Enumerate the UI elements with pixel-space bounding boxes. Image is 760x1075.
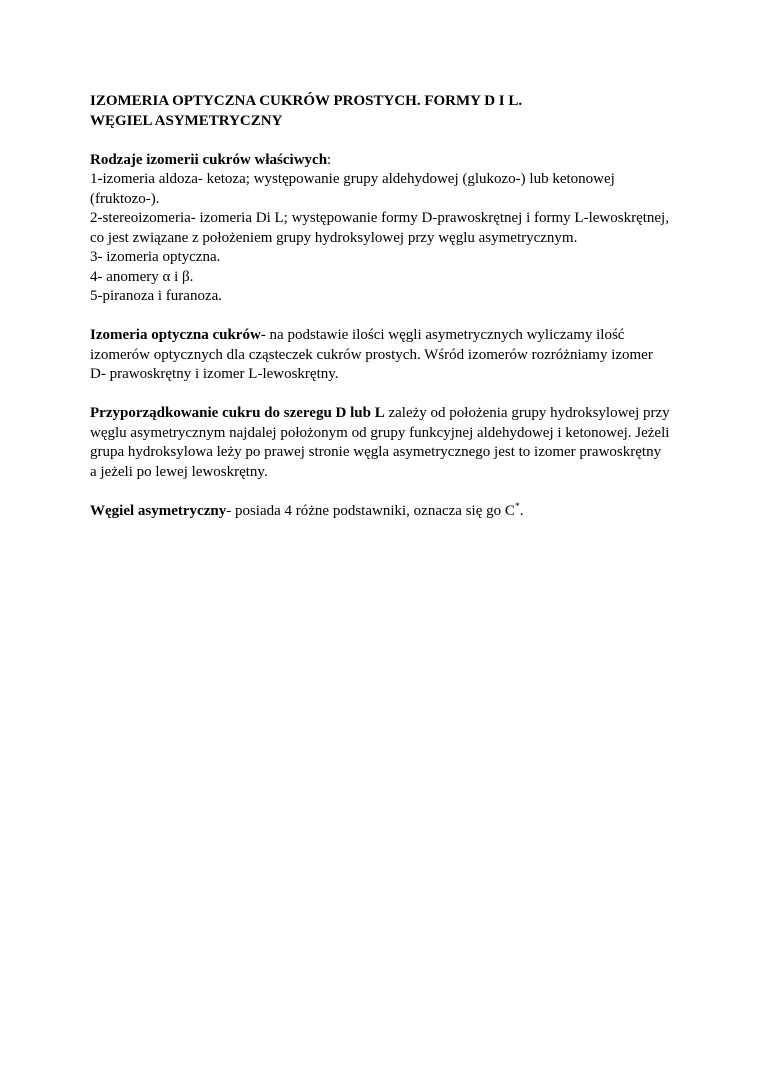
wegiel-asterisk: * [514, 500, 520, 512]
wegiel-text: - posiada 4 różne podstawniki, oznacza się go C [226, 502, 515, 519]
rodzaje-item-5: 5-piranoza i furanoza. [90, 288, 223, 304]
rodzaje-item-3: 3- izomeria optyczna. [90, 249, 221, 265]
wegiel-end: . [519, 502, 524, 519]
rodzaje-item-1: 1-izomeria aldoza- ketoza; występowanie grupy aldehydowej (glukozo-) lub ketonowej (fruktozo-). [90, 171, 615, 207]
wegiel-lead: Węgiel asymetryczny [90, 502, 227, 519]
rodzaje-heading-bold: Rodzaje izomerii cukrów właściwych [90, 151, 328, 168]
rodzaje-item-2: 2-stereoizomeria- izomeria Di L; występowanie formy D-prawoskrętnej i formy L-lewoskrętnej, co jest związane z położeniem grupy hydroksylowej przy węglu asymetrycznym. [90, 210, 669, 246]
przyporzadkowanie-text: zależy od położenia grupy hydroksylowej przy węglu asymetrycznym najdalej położonym od grupy funkcyjnej aldehydowej i ketonowej. Jeżeli grupa hydroksylowa leży po prawej stronie węgla asymetrycznego jest to izomer prawoskrętny a jeżeli po lewej lewoskrętny. [90, 405, 670, 480]
przyporzadkowanie-lead: Przyporządkowanie cukru do szeregu D lub L [90, 405, 385, 421]
title-line-1: IZOMERIA OPTYCZNA CUKRÓW PROSTYCH. FORMY D I L. [90, 93, 523, 109]
section-rodzaje-izomerii [90, 151, 670, 307]
rodzaje-heading [90, 151, 670, 171]
section-wegiel-asymetryczny [90, 502, 670, 522]
document-title [90, 92, 670, 131]
izomeria-optyczna-lead: Izomeria optyczna cukrów [90, 327, 261, 343]
rodzaje-heading-suffix: : [327, 151, 332, 168]
izomeria-optyczna-text: - na podstawie ilości węgli asymetrycznych wyliczamy ilość izomerów optycznych dla cząsteczek cukrów prostych. Wśród izomerów rozróżniamy izomer D- prawoskrętny i izomer L-lewoskrętny. [90, 327, 653, 382]
section-przyporzadkowanie [90, 404, 670, 482]
title-line-2: WĘGIEL ASYMETRYCZNY [90, 112, 283, 129]
rodzaje-item-4: 4- anomery α i β. [90, 268, 194, 285]
section-izomeria-optyczna [90, 326, 670, 385]
